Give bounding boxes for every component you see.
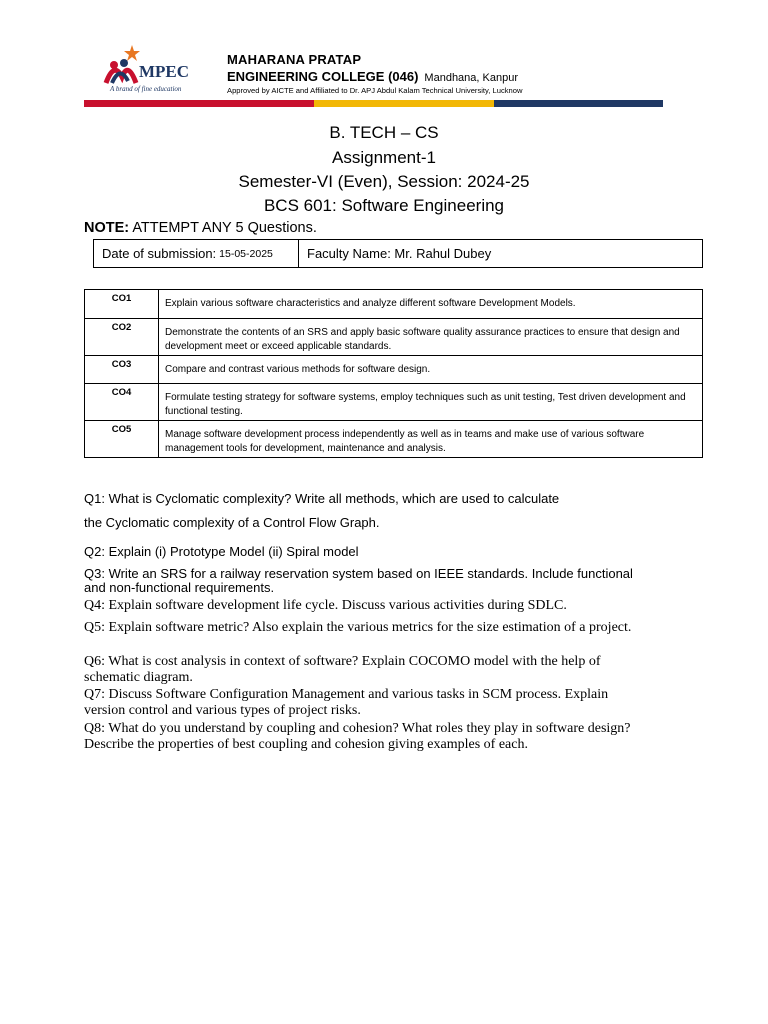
co-description: Demonstrate the contents of an SRS and apply basic software quality assurance practices to ensure that design and development meet or exceed applicable standards. [159,319,703,356]
question-4: Q4: Explain software development life cycle. Discuss various activities during SDLC. [84,598,567,613]
program-title: B. TECH – CS [329,123,439,142]
submission-date-cell [94,240,299,267]
question-7: Q7: Discuss Software Configuration Management and various tasks in SCM process. Explain version control and various types of project risks. [84,687,609,718]
stripe-yellow [314,100,494,107]
approval-text: Approved by AICTE and Affiliated to Dr. APJ Abdul Kalam Technical University, Lucknow [227,86,523,95]
co-code: CO2 [85,319,159,356]
course-outcomes-table [84,289,703,458]
submission-date-value: 15-05-2025 [219,247,273,260]
note-text: ATTEMPT ANY 5 Questions. [129,220,317,236]
course-title: BCS 601: Software Engineering [263,196,505,215]
table-row [85,319,703,356]
college-name-line2 [227,69,518,86]
college-header [84,43,663,107]
co-description: Formulate testing strategy for software systems, employ techniques such as unit testing, Test driven development and functional testing. [159,384,703,421]
semester-title: Semester-VI (Even), Session: 2024-25 [238,172,530,191]
submission-box [93,239,703,268]
college-location: Mandhana, Kanpur [424,72,518,84]
question-1-line1: Q1: What is Cyclomatic complexity? Write all methods, which are used to calculate [84,491,560,506]
college-name: MAHARANA PRATAP [227,52,362,67]
question-5: Q5: Explain software metric? Also explain the various metrics for the size estimation of a project. [84,620,632,635]
college-name-suffix: ENGINEERING COLLEGE (046) [227,69,419,84]
co-code: CO5 [85,421,159,458]
college-logo [84,43,219,101]
table-row [85,290,703,319]
question-2: Q2: Explain (i) Prototype Model (ii) Spiral model [84,544,359,559]
co-code: CO1 [85,290,159,319]
assignment-title: Assignment-1 [332,148,436,167]
table-row [85,356,703,384]
stripe-red [84,100,314,107]
note-label: NOTE: [84,220,130,236]
table-row [85,421,703,458]
co-code: CO4 [85,384,159,421]
submission-date-label: Date of submission: [102,246,217,261]
co-code: CO3 [85,356,159,384]
question-3: Q3: Write an SRS for a railway reservation system based on IEEE standards. Include functional and non-functional requirements. [84,566,633,595]
logo-tagline: A brand of fine education [110,85,182,93]
color-stripe [84,100,663,107]
co-description: Compare and contrast various methods for software design. [159,356,703,384]
table-row [85,384,703,421]
question-1-line2: the Cyclomatic complexity of a Control Flow Graph. [84,515,380,530]
faculty-name: Faculty Name: Mr. Rahul Dubey [307,246,492,261]
question-8: Q8: What do you understand by coupling and cohesion? What roles they play in software design? Describe the properties of best coupling and cohesion giving examples of each. [84,721,631,752]
co-description: Explain various software characteristics and analyze different software Development Models. [159,290,703,319]
note-line [84,220,317,236]
question-6: Q6: What is cost analysis in context of software? Explain COCOMO model with the help of schematic diagram. [84,654,601,685]
logo-text: MPEC [139,62,190,81]
stripe-navy [494,100,663,107]
co-description: Manage software development process independently as well as in teams and make use of various software management tools for development, maintenance and analysis. [159,421,703,458]
